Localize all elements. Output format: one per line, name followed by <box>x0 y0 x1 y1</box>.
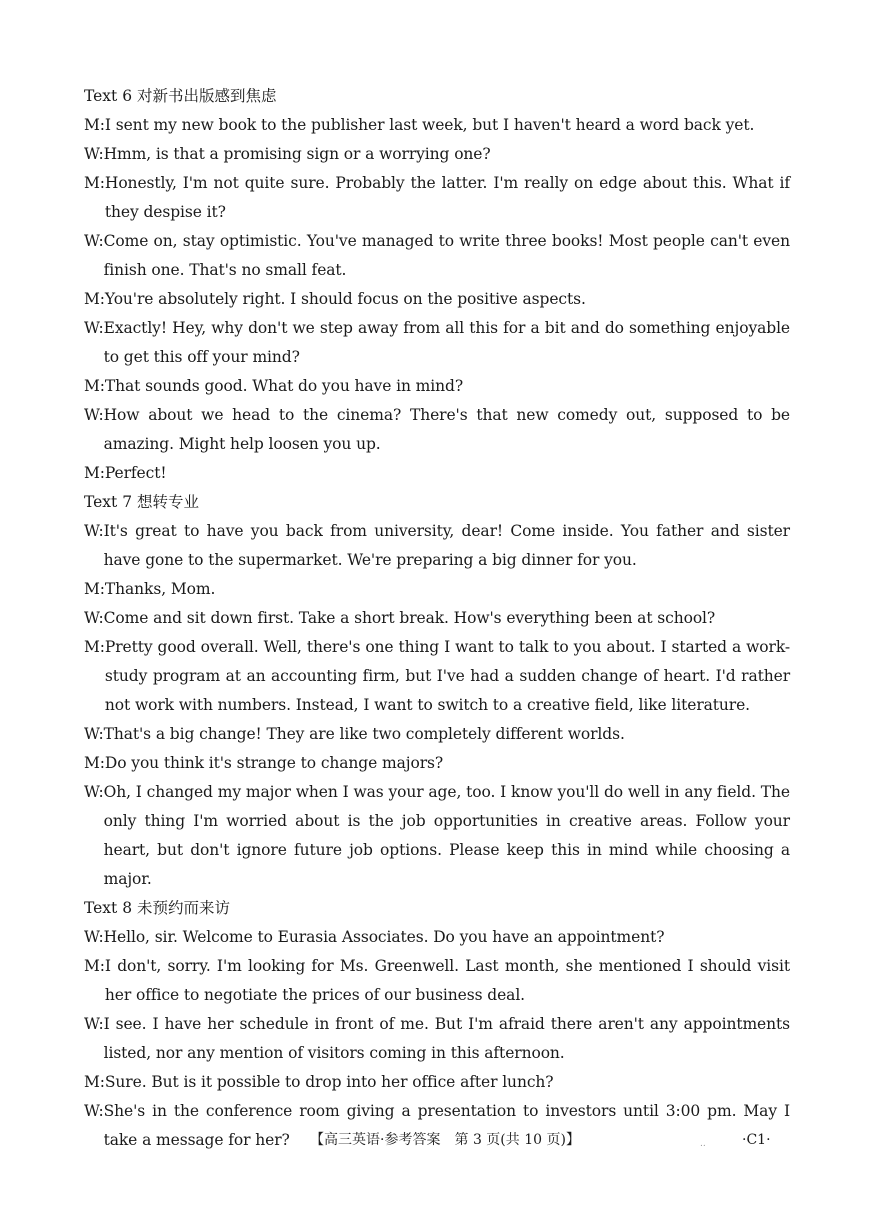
speaker-label: M: <box>84 377 105 395</box>
section-title: Text 6 对新书出版感到焦虑 <box>84 87 277 105</box>
dialogue-turn <box>84 1068 790 1097</box>
utterance: Honestly, I'm not quite sure. Probably the latter. I'm really on edge about this. What if they despise it? <box>104 174 790 221</box>
utterance: She's in the conference room giving a presentation to investors until 3:00 pm. May I take a message for her? <box>103 1102 790 1149</box>
utterance: Hello, sir. Welcome to Eurasia Associates. Do you have an appointment? <box>103 928 665 946</box>
speaker-label: W: <box>84 609 104 627</box>
utterance: Exactly! Hey, why don't we step away from all this for a bit and do something enjoyable to get this off your mind? <box>103 319 790 366</box>
dialogue-turn <box>84 517 790 575</box>
speaker-label: M: <box>84 638 105 656</box>
dialogue-turn <box>84 604 790 633</box>
section-text-6 <box>84 82 790 488</box>
speaker-label: W: <box>84 783 104 801</box>
utterance: Sure. But is it possible to drop into her office after lunch? <box>104 1073 554 1091</box>
speaker-label: M: <box>84 464 105 482</box>
dialogue-turn <box>84 923 790 952</box>
speaker-label: W: <box>84 319 104 337</box>
dialogue-turn <box>84 401 790 459</box>
dialogue-turn <box>84 140 790 169</box>
dialogue-turn <box>84 1010 790 1068</box>
section-title: Text 8 未预约而来访 <box>84 899 230 917</box>
utterance: Perfect! <box>104 464 167 482</box>
utterance: It's great to have you back from university, dear! Come inside. You father and sister have gone to the supermarket. We're preparing a big dinner for you. <box>103 522 790 569</box>
utterance: I don't, sorry. I'm looking for Ms. Greenwell. Last month, she mentioned I should visit her office to negotiate the prices of our business deal. <box>104 957 790 1004</box>
dialogue-turn <box>84 575 790 604</box>
utterance: Come on, stay optimistic. You've managed to write three books! Most people can't even finish one. That's no small feat. <box>103 232 790 279</box>
utterance: Pretty good overall. Well, there's one thing I want to talk to you about. I started a work-study program at an accounting firm, but I've had a sudden change of heart. I'd rather not work with numbers. Instead, I want to switch to a creative field, like literature. <box>104 638 790 714</box>
dialogue-turn <box>84 459 790 488</box>
dialogue-turn <box>84 285 790 314</box>
speaker-label: W: <box>84 1015 104 1033</box>
utterance: Do you think it's strange to change majors? <box>104 754 444 772</box>
speaker-label: W: <box>84 1102 104 1120</box>
dialogue-turn <box>84 749 790 778</box>
dialogue-turn <box>84 227 790 285</box>
answer-key-page <box>84 82 790 1155</box>
speaker-label: W: <box>84 145 104 163</box>
speaker-label: W: <box>84 406 104 424</box>
dialogue-turn <box>84 952 790 1010</box>
speaker-label: W: <box>84 928 104 946</box>
utterance: That's a big change! They are like two completely different worlds. <box>103 725 625 743</box>
footer-marks: .. <box>700 1139 706 1149</box>
section-text-8 <box>84 894 790 1155</box>
utterance: That sounds good. What do you have in mind? <box>104 377 464 395</box>
dialogue-turn <box>84 111 790 140</box>
utterance: How about we head to the cinema? There's that new comedy out, supposed to be amazing. Might help loosen you up. <box>103 406 790 453</box>
utterance: I see. I have her schedule in front of me. But I'm afraid there aren't any appointments listed, nor any mention of visitors coming in this afternoon. <box>103 1015 790 1062</box>
speaker-label: M: <box>84 174 105 192</box>
utterance: Hmm, is that a promising sign or a worrying one? <box>103 145 491 163</box>
utterance: I sent my new book to the publisher last week, but I haven't heard a word back yet. <box>104 116 755 134</box>
section-text-7 <box>84 488 790 894</box>
utterance: Thanks, Mom. <box>104 580 216 598</box>
dialogue-turn <box>84 314 790 372</box>
speaker-label: M: <box>84 957 105 975</box>
page-footer <box>0 1128 870 1152</box>
dialogue-turn <box>84 633 790 720</box>
dialogue-turn <box>84 720 790 749</box>
speaker-label: M: <box>84 754 105 772</box>
speaker-label: W: <box>84 522 104 540</box>
footer-page-info: 【高三英语·参考答案 第 3 页(共 10 页)】 <box>310 1132 580 1148</box>
speaker-label: M: <box>84 580 105 598</box>
utterance: Come and sit down first. Take a short break. How's everything been at school? <box>103 609 716 627</box>
utterance: Oh, I changed my major when I was your age, too. I know you'll do well in any field. The only thing I'm worried about is the job opportunities in creative areas. Follow your heart, but don't ignore future job options. Please keep this in mind while choosing a major. <box>103 783 790 888</box>
speaker-label: W: <box>84 232 104 250</box>
section-title: Text 7 想转专业 <box>84 493 199 511</box>
speaker-label: W: <box>84 725 104 743</box>
speaker-label: M: <box>84 1073 105 1091</box>
utterance: You're absolutely right. I should focus on the positive aspects. <box>104 290 586 308</box>
dialogue-turn <box>84 169 790 227</box>
footer-code: ·C1· <box>742 1132 771 1148</box>
speaker-label: M: <box>84 116 105 134</box>
dialogue-turn <box>84 778 790 894</box>
speaker-label: M: <box>84 290 105 308</box>
dialogue-turn <box>84 372 790 401</box>
